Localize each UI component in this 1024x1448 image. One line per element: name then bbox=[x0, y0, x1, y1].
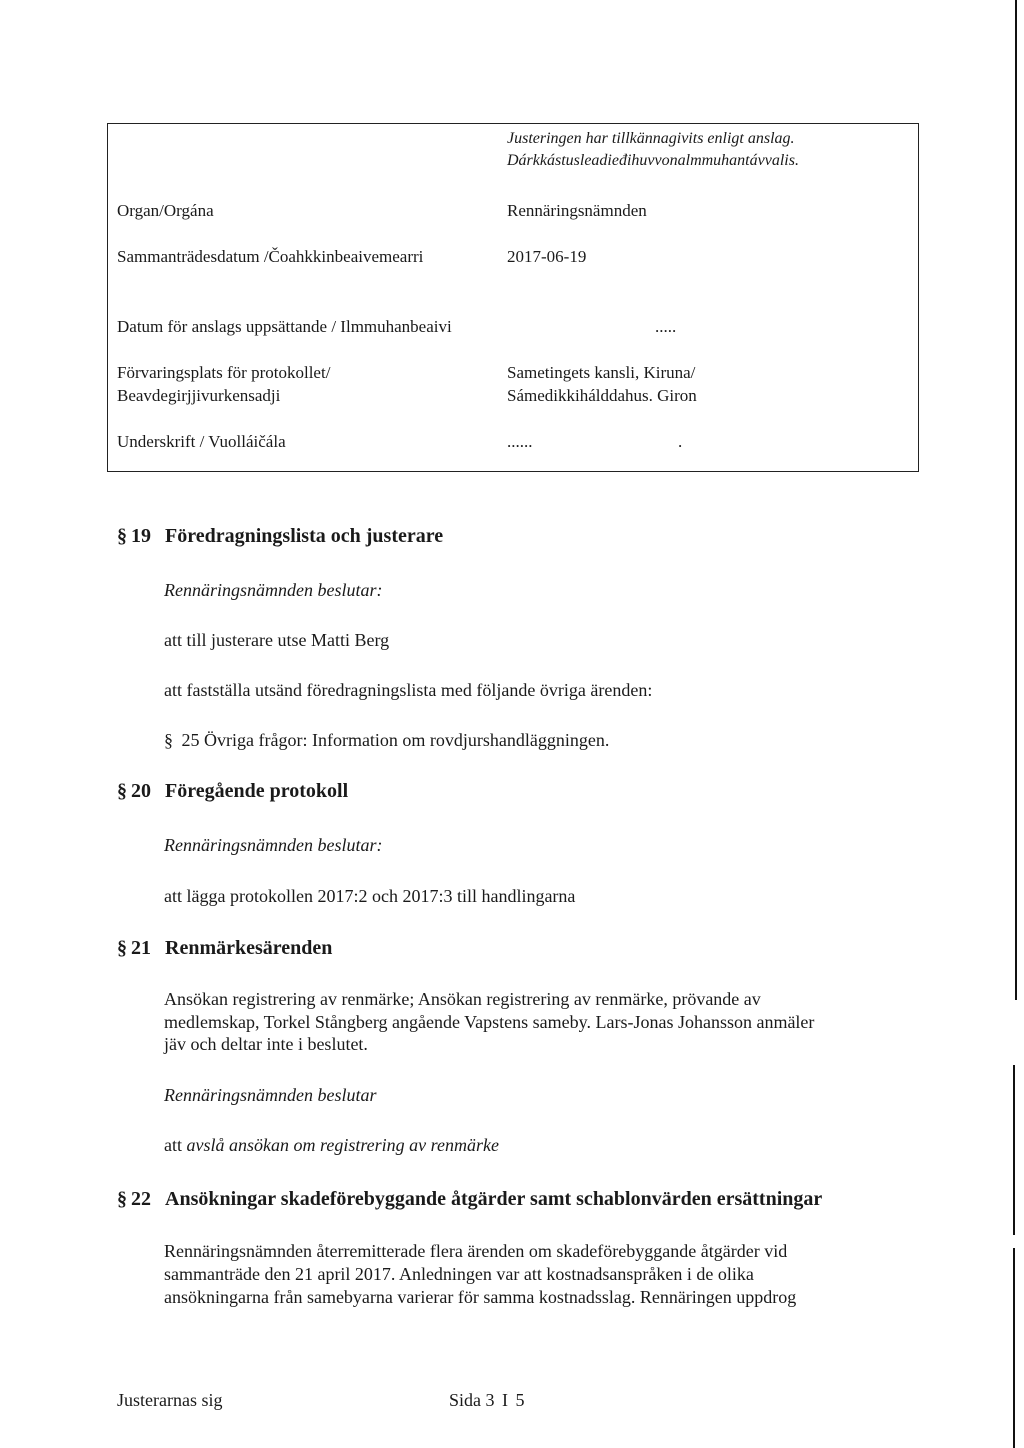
section-symbol: § bbox=[164, 730, 173, 750]
page-label: Sida 3 bbox=[449, 1390, 495, 1410]
storage-label-line-2: Beavdegirjjivurkensadji bbox=[117, 386, 281, 405]
section-title: Ansökningar skadeförebyggande åtgärder samt schablonvärden ersättningar bbox=[165, 1188, 823, 1210]
footer-page-number bbox=[449, 1390, 525, 1411]
section-20-item-1: att lägga protokollen 2017:2 och 2017:3 till handlingarna bbox=[164, 886, 576, 906]
posting-date-label: Datum för anslags uppsättande / Ilmmuhanbeaivi bbox=[117, 317, 452, 336]
section-22-heading bbox=[117, 1188, 822, 1211]
section-21-heading bbox=[117, 937, 332, 960]
notice-line-1: Justeringen har tillkännagivits enligt anslag. bbox=[507, 130, 795, 147]
notice-line-2: Dárkkástusleadieđihuvvonalmmuhantávvalis. bbox=[507, 152, 799, 169]
section-19-decision-heading: Rennäringsnämnden beslutar: bbox=[164, 580, 383, 600]
body-line: Rennäringsnämnden återremitterade flera ärenden om skadeförebyggande åtgärder vid bbox=[164, 1241, 788, 1261]
scan-edge-line bbox=[1013, 1248, 1015, 1448]
decision-text: avslå ansökan om registrering av renmärke bbox=[186, 1135, 499, 1155]
body-line: sammanträde den 21 april 2017. Anledningen var att kostnadsanspråken i de olika bbox=[164, 1264, 754, 1284]
section-19-item-1: att till justerare utse Matti Berg bbox=[164, 630, 390, 650]
section-symbol: § bbox=[117, 525, 127, 547]
body-line: medlemskap, Torkel Stångberg angående Vapstens sameby. Lars-Jonas Johansson anmäler bbox=[164, 1011, 815, 1032]
decision-prefix: att bbox=[164, 1135, 182, 1155]
body-line: jäv och deltar inte i beslutet. bbox=[164, 1034, 368, 1054]
section-19-heading bbox=[117, 525, 443, 548]
section-title: Föregående protokoll bbox=[165, 780, 349, 802]
section-22-body bbox=[164, 1240, 796, 1309]
header-box bbox=[107, 123, 919, 472]
storage-value-line-1: Sametingets kansli, Kiruna/ bbox=[507, 363, 696, 382]
section-symbol: § bbox=[117, 937, 127, 959]
footer-signature: Justerarnas sig bbox=[117, 1390, 223, 1410]
storage-label-line-1: Förvaringsplats för protokollet/ bbox=[117, 363, 331, 382]
body-line: ansökningarna från samebyarna varierar för samma kostnadsslag. Rennäringen uppdrog bbox=[164, 1287, 797, 1307]
section-19-subitem bbox=[164, 730, 609, 751]
page-total: 5 bbox=[515, 1390, 525, 1410]
section-title: Renmärkesärenden bbox=[165, 937, 333, 959]
signature-label: Underskrift / Vuolláičála bbox=[117, 432, 286, 451]
section-21-decision-heading: Rennäringsnämnden beslutar bbox=[164, 1085, 377, 1105]
section-21-decision bbox=[164, 1135, 499, 1156]
section-title: Föredragningslista och justerare bbox=[165, 525, 444, 547]
section-symbol: § bbox=[117, 780, 127, 802]
page-separator: I bbox=[502, 1390, 509, 1410]
section-symbol: § bbox=[117, 1188, 127, 1210]
organ-value: Rennäringsnämnden bbox=[507, 201, 647, 220]
body-line: Ansökan registrering av renmärke; Ansökan registrering av renmärke, prövande av bbox=[164, 989, 761, 1009]
subitem-text: 25 Övriga frågor: Information om rovdjurshandläggningen. bbox=[181, 730, 610, 750]
meeting-date-value: 2017-06-19 bbox=[507, 247, 587, 266]
section-20-decision-heading: Rennäringsnämnden beslutar: bbox=[164, 835, 383, 855]
section-number: 20 bbox=[131, 780, 151, 802]
section-19-item-2: att fastställa utsänd föredragningslista med följande övriga ärenden: bbox=[164, 680, 653, 700]
section-number: 22 bbox=[131, 1188, 151, 1210]
section-number: 19 bbox=[131, 525, 151, 547]
posting-date-value: ..... bbox=[655, 317, 677, 336]
meeting-date-label: Sammanträdesdatum /Čoahkkinbeaivemearri bbox=[117, 247, 424, 266]
signature-value: ...... bbox=[507, 432, 533, 451]
storage-value-line-2: Sámedikkihálddahus. Giron bbox=[507, 386, 697, 405]
signature-dot: . bbox=[678, 432, 683, 451]
section-21-body bbox=[164, 988, 814, 1056]
scan-edge-line bbox=[1015, 0, 1017, 1000]
section-20-heading bbox=[117, 780, 348, 803]
organ-label: Organ/Orgána bbox=[117, 201, 214, 220]
section-number: 21 bbox=[131, 937, 151, 959]
scan-edge-line bbox=[1013, 1065, 1015, 1235]
